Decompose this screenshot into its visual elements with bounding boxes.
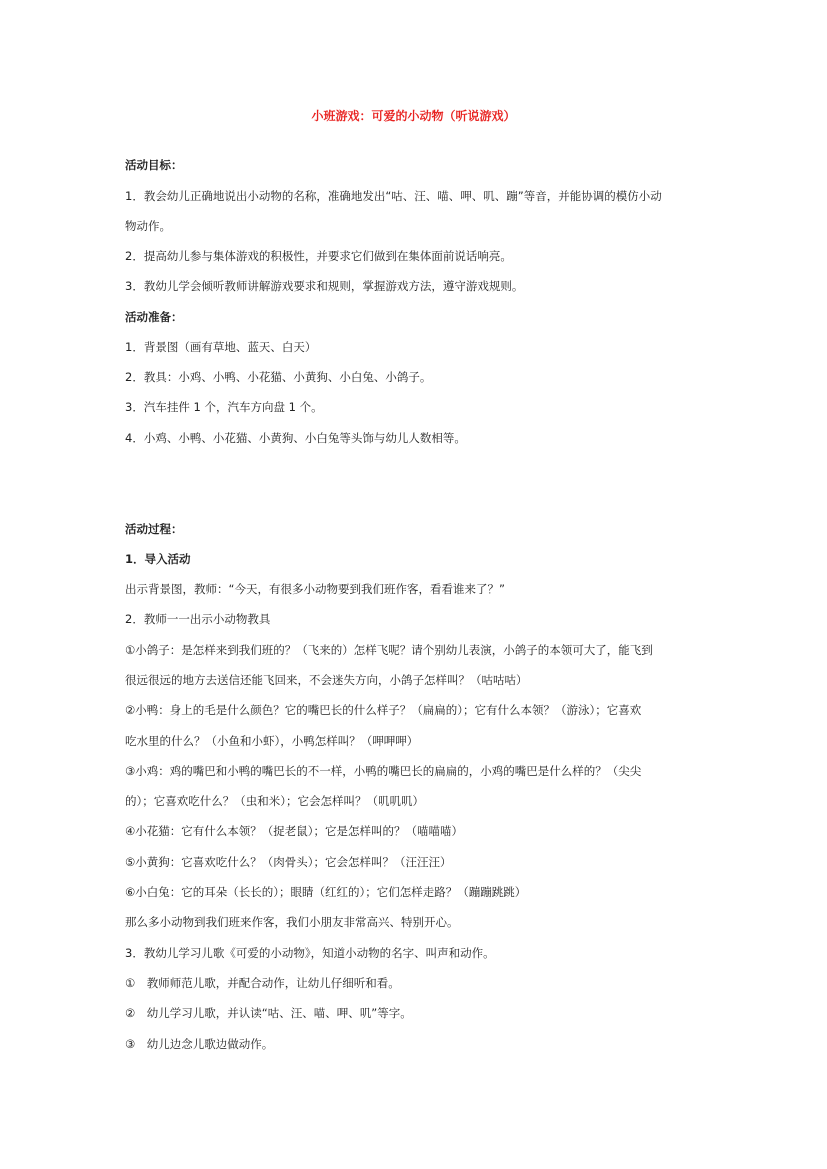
process-line: 2．教师一一出示小动物教具 bbox=[125, 612, 271, 626]
process-line: 出示背景图，教师：“今天，有很多小动物要到我们班作客，看看谁来了？” bbox=[125, 582, 505, 596]
goal-line: 3．教幼儿学会倾听教师讲解游戏要求和规则，掌握游戏方法，遵守游戏规则。 bbox=[125, 279, 524, 293]
prep-line: 1．背景图（画有草地、蓝天、白天） bbox=[125, 340, 317, 354]
process-line: 那么多小动物到我们班来作客，我们小朋友非常高兴、特别开心。 bbox=[125, 915, 459, 929]
process-line: ②小鸭：身上的毛是什么颜色？它的嘴巴长的什么样子？（扁扁的）；它有什么本领？（游泳）；它喜欢 bbox=[125, 703, 642, 717]
process-line: ⑤小黄狗：它喜欢吃什么？（肉骨头）；它会怎样叫？（汪汪汪） bbox=[125, 855, 452, 869]
prep-line: 4．小鸡、小鸭、小花猫、小黄狗、小白兔等头饰与幼儿人数相等。 bbox=[125, 431, 466, 445]
process-line: ① 教师师范儿歌，并配合动作，让幼儿仔细听和看。 bbox=[125, 976, 400, 990]
prep-line: 2．教具：小鸡、小鸭、小花猫、小黄狗、小白兔、小鸽子。 bbox=[125, 370, 432, 384]
goals-heading: 活动目标： bbox=[125, 158, 183, 172]
process-line: ③小鸡：鸡的嘴巴和小鸭的嘴巴长的不一样，小鸭的嘴巴长的扁扁的，小鸡的嘴巴是什么样的？（尖尖 bbox=[125, 764, 642, 778]
process-subheading: 1．导入活动 bbox=[125, 552, 191, 566]
document-title: 小班游戏：可爱的小动物（听说游戏） bbox=[311, 109, 516, 123]
process-line: ④小花猫：它有什么本领？（捉老鼠）；它是怎样叫的？（喵喵喵） bbox=[125, 824, 464, 838]
process-line: 3．教幼儿学习儿歌《可爱的小动物》，知道小动物的名字、叫声和动作。 bbox=[125, 946, 495, 960]
goal-line: 2．提高幼儿参与集体游戏的积极性，并要求它们做到在集体面前说话响亮。 bbox=[125, 249, 512, 263]
process-line: 吃水里的什么？（小鱼和小虾），小鸭怎样叫？（呷呷呷） bbox=[125, 734, 419, 748]
process-line: 很远很远的地方去送信还能飞回来，不会迷失方向，小鸽子怎样叫？（咕咕咕） bbox=[125, 673, 528, 687]
process-heading: 活动过程： bbox=[125, 522, 183, 536]
goal-line: 1．教会幼儿正确地说出小动物的名称，准确地发出“咕、汪、喵、呷、叽、蹦”等音，并能协调的模仿小动 bbox=[125, 189, 662, 203]
process-line: 的）；它喜欢吃什么？（虫和米）；它会怎样叫？（叽叽叽） bbox=[125, 794, 424, 808]
process-line: ①小鸽子：是怎样来到我们班的？（飞来的）怎样飞呢？请个别幼儿表演，小鸽子的本领可大了，能飞到 bbox=[125, 643, 653, 657]
process-line: ② 幼儿学习儿歌，并认读“咕、汪、喵、呷、叽”等字。 bbox=[125, 1006, 412, 1020]
process-line: ③ 幼儿边念儿歌边做动作。 bbox=[125, 1037, 274, 1051]
prep-heading: 活动准备： bbox=[125, 310, 183, 324]
prep-line: 3．汽车挂件 1 个，汽车方向盘 1 个。 bbox=[125, 400, 323, 414]
goal-line: 物动作。 bbox=[125, 219, 171, 233]
process-line: ⑥小白兔：它的耳朵（长长的）；眼睛（红红的）；它们怎样走路？（蹦蹦跳跳） bbox=[125, 885, 527, 899]
